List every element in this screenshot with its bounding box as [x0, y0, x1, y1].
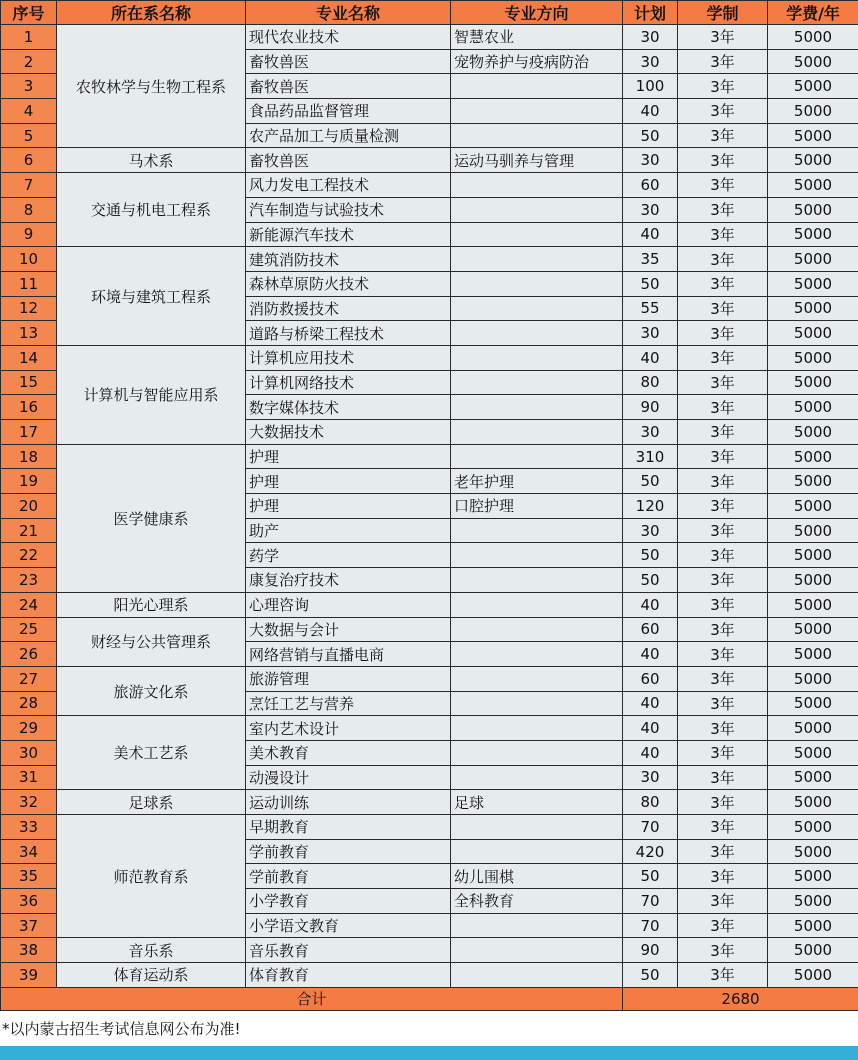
row-major: 计算机应用技术 [246, 345, 451, 370]
row-direction: 智慧农业 [451, 25, 623, 50]
header-direction: 专业方向 [451, 1, 623, 25]
row-plan: 310 [623, 444, 678, 469]
row-seq: 35 [1, 864, 57, 889]
row-department: 旅游文化系 [57, 666, 246, 715]
row-plan: 35 [623, 247, 678, 272]
row-major: 体育教育 [246, 963, 451, 988]
row-major: 音乐教育 [246, 938, 451, 963]
row-plan: 70 [623, 815, 678, 840]
row-seq: 15 [1, 370, 57, 395]
header-fee: 学费/年 [768, 1, 858, 25]
row-major: 运动训练 [246, 790, 451, 815]
row-direction [451, 296, 623, 321]
row-seq: 4 [1, 99, 57, 124]
row-direction [451, 395, 623, 420]
row-fee: 5000 [768, 469, 858, 494]
row-major: 消防救援技术 [246, 296, 451, 321]
table-row [1, 815, 858, 840]
row-major: 护理 [246, 469, 451, 494]
row-direction [451, 197, 623, 222]
row-seq: 3 [1, 74, 57, 99]
row-major: 心理咨询 [246, 592, 451, 617]
row-major: 汽车制造与试验技术 [246, 197, 451, 222]
row-seq: 16 [1, 395, 57, 420]
row-seq: 19 [1, 469, 57, 494]
row-major: 护理 [246, 494, 451, 519]
row-fee: 5000 [768, 740, 858, 765]
row-seq: 1 [1, 25, 57, 50]
row-duration: 3年 [678, 963, 768, 988]
row-plan: 90 [623, 938, 678, 963]
row-plan: 120 [623, 494, 678, 519]
row-plan: 80 [623, 790, 678, 815]
row-duration: 3年 [678, 296, 768, 321]
row-duration: 3年 [678, 790, 768, 815]
row-direction [451, 716, 623, 741]
row-fee: 5000 [768, 963, 858, 988]
row-fee: 5000 [768, 592, 858, 617]
row-duration: 3年 [678, 765, 768, 790]
row-seq: 2 [1, 49, 57, 74]
row-fee: 5000 [768, 148, 858, 173]
row-department: 音乐系 [57, 938, 246, 963]
row-major: 动漫设计 [246, 765, 451, 790]
row-department: 财经与公共管理系 [57, 617, 246, 666]
header-major: 专业名称 [246, 1, 451, 25]
table-row [1, 444, 858, 469]
row-direction [451, 815, 623, 840]
row-plan: 30 [623, 197, 678, 222]
row-direction [451, 321, 623, 346]
row-fee: 5000 [768, 99, 858, 124]
row-seq: 11 [1, 271, 57, 296]
row-fee: 5000 [768, 370, 858, 395]
row-duration: 3年 [678, 370, 768, 395]
row-duration: 3年 [678, 716, 768, 741]
row-department: 交通与机电工程系 [57, 173, 246, 247]
row-department: 农牧林学与生物工程系 [57, 25, 246, 148]
row-major: 室内艺术设计 [246, 716, 451, 741]
row-direction [451, 543, 623, 568]
row-fee: 5000 [768, 123, 858, 148]
header-plan: 计划 [623, 1, 678, 25]
row-direction [451, 345, 623, 370]
row-major: 畜牧兽医 [246, 74, 451, 99]
row-major: 畜牧兽医 [246, 49, 451, 74]
row-duration: 3年 [678, 444, 768, 469]
row-seq: 24 [1, 592, 57, 617]
row-major: 烹饪工艺与营养 [246, 691, 451, 716]
row-duration: 3年 [678, 74, 768, 99]
row-department: 足球系 [57, 790, 246, 815]
header-seq: 序号 [1, 1, 57, 25]
row-duration: 3年 [678, 395, 768, 420]
row-seq: 28 [1, 691, 57, 716]
row-duration: 3年 [678, 222, 768, 247]
row-duration: 3年 [678, 173, 768, 198]
row-fee: 5000 [768, 420, 858, 445]
row-plan: 60 [623, 617, 678, 642]
row-duration: 3年 [678, 543, 768, 568]
row-seq: 36 [1, 889, 57, 914]
row-seq: 6 [1, 148, 57, 173]
row-major: 旅游管理 [246, 666, 451, 691]
row-direction [451, 938, 623, 963]
row-direction [451, 123, 623, 148]
row-direction [451, 420, 623, 445]
row-duration: 3年 [678, 420, 768, 445]
row-major: 小学语文教育 [246, 913, 451, 938]
row-fee: 5000 [768, 864, 858, 889]
row-duration: 3年 [678, 913, 768, 938]
row-major: 新能源汽车技术 [246, 222, 451, 247]
row-seq: 7 [1, 173, 57, 198]
row-seq: 22 [1, 543, 57, 568]
row-major: 学前教育 [246, 864, 451, 889]
row-fee: 5000 [768, 49, 858, 74]
row-direction [451, 839, 623, 864]
header-dept: 所在系名称 [57, 1, 246, 25]
row-fee: 5000 [768, 222, 858, 247]
row-fee: 5000 [768, 938, 858, 963]
table-row [1, 592, 858, 617]
row-direction [451, 913, 623, 938]
row-duration: 3年 [678, 99, 768, 124]
row-plan: 40 [623, 691, 678, 716]
row-duration: 3年 [678, 321, 768, 346]
row-plan: 80 [623, 370, 678, 395]
row-department: 医学健康系 [57, 444, 246, 592]
table-body [1, 25, 858, 988]
row-duration: 3年 [678, 148, 768, 173]
row-plan: 30 [623, 518, 678, 543]
row-duration: 3年 [678, 889, 768, 914]
row-fee: 5000 [768, 543, 858, 568]
row-seq: 38 [1, 938, 57, 963]
row-major: 大数据技术 [246, 420, 451, 445]
row-plan: 100 [623, 74, 678, 99]
row-duration: 3年 [678, 518, 768, 543]
row-duration: 3年 [678, 197, 768, 222]
row-fee: 5000 [768, 74, 858, 99]
row-department: 环境与建筑工程系 [57, 247, 246, 346]
table-row [1, 247, 858, 272]
row-fee: 5000 [768, 790, 858, 815]
table-row [1, 345, 858, 370]
row-duration: 3年 [678, 49, 768, 74]
row-seq: 30 [1, 740, 57, 765]
row-plan: 420 [623, 839, 678, 864]
row-plan: 40 [623, 99, 678, 124]
row-seq: 18 [1, 444, 57, 469]
row-direction [451, 568, 623, 593]
footnote: *以内蒙古招生考试信息网公布为准! [2, 1020, 241, 1038]
row-fee: 5000 [768, 913, 858, 938]
header-row [1, 1, 858, 25]
row-duration: 3年 [678, 815, 768, 840]
row-direction: 幼儿围棋 [451, 864, 623, 889]
row-direction [451, 765, 623, 790]
table-row [1, 148, 858, 173]
row-fee: 5000 [768, 247, 858, 272]
total-value: 2680 [623, 987, 858, 1010]
row-direction [451, 691, 623, 716]
row-plan: 90 [623, 395, 678, 420]
row-direction: 口腔护理 [451, 494, 623, 519]
row-major: 学前教育 [246, 839, 451, 864]
row-duration: 3年 [678, 25, 768, 50]
table-row [1, 790, 858, 815]
row-plan: 50 [623, 123, 678, 148]
row-plan: 60 [623, 666, 678, 691]
row-direction [451, 74, 623, 99]
row-plan: 70 [623, 889, 678, 914]
row-duration: 3年 [678, 271, 768, 296]
row-fee: 5000 [768, 839, 858, 864]
row-plan: 70 [623, 913, 678, 938]
row-fee: 5000 [768, 617, 858, 642]
row-plan: 30 [623, 148, 678, 173]
row-major: 食品药品监督管理 [246, 99, 451, 124]
table-row [1, 666, 858, 691]
row-fee: 5000 [768, 765, 858, 790]
row-plan: 30 [623, 25, 678, 50]
row-fee: 5000 [768, 321, 858, 346]
row-plan: 40 [623, 740, 678, 765]
row-fee: 5000 [768, 271, 858, 296]
row-seq: 17 [1, 420, 57, 445]
row-direction: 宠物养护与疫病防治 [451, 49, 623, 74]
row-direction [451, 370, 623, 395]
row-fee: 5000 [768, 518, 858, 543]
row-fee: 5000 [768, 395, 858, 420]
row-major: 森林草原防火技术 [246, 271, 451, 296]
row-seq: 9 [1, 222, 57, 247]
row-direction [451, 99, 623, 124]
row-direction [451, 963, 623, 988]
row-fee: 5000 [768, 889, 858, 914]
row-seq: 26 [1, 642, 57, 667]
row-direction [451, 740, 623, 765]
row-duration: 3年 [678, 864, 768, 889]
row-seq: 21 [1, 518, 57, 543]
row-duration: 3年 [678, 345, 768, 370]
row-direction [451, 222, 623, 247]
row-fee: 5000 [768, 494, 858, 519]
row-fee: 5000 [768, 25, 858, 50]
total-label: 合计 [1, 987, 623, 1010]
row-major: 药学 [246, 543, 451, 568]
row-direction [451, 592, 623, 617]
row-seq: 14 [1, 345, 57, 370]
row-seq: 37 [1, 913, 57, 938]
row-direction [451, 666, 623, 691]
row-duration: 3年 [678, 938, 768, 963]
row-major: 风力发电工程技术 [246, 173, 451, 198]
row-duration: 3年 [678, 247, 768, 272]
row-major: 康复治疗技术 [246, 568, 451, 593]
row-major: 现代农业技术 [246, 25, 451, 50]
row-department: 阳光心理系 [57, 592, 246, 617]
row-duration: 3年 [678, 568, 768, 593]
row-fee: 5000 [768, 568, 858, 593]
row-department: 美术工艺系 [57, 716, 246, 790]
row-direction [451, 247, 623, 272]
row-major: 助产 [246, 518, 451, 543]
row-plan: 30 [623, 321, 678, 346]
row-seq: 31 [1, 765, 57, 790]
row-fee: 5000 [768, 691, 858, 716]
row-direction [451, 173, 623, 198]
row-major: 数字媒体技术 [246, 395, 451, 420]
row-seq: 32 [1, 790, 57, 815]
row-direction [451, 642, 623, 667]
row-plan: 50 [623, 864, 678, 889]
row-major: 美术教育 [246, 740, 451, 765]
row-department: 师范教育系 [57, 815, 246, 938]
row-plan: 30 [623, 49, 678, 74]
table-row [1, 25, 858, 50]
row-plan: 55 [623, 296, 678, 321]
row-duration: 3年 [678, 123, 768, 148]
row-direction: 足球 [451, 790, 623, 815]
row-duration: 3年 [678, 740, 768, 765]
row-fee: 5000 [768, 345, 858, 370]
row-major: 小学教育 [246, 889, 451, 914]
row-duration: 3年 [678, 617, 768, 642]
row-plan: 50 [623, 469, 678, 494]
row-seq: 34 [1, 839, 57, 864]
row-seq: 10 [1, 247, 57, 272]
row-major: 农产品加工与质量检测 [246, 123, 451, 148]
row-fee: 5000 [768, 296, 858, 321]
row-plan: 30 [623, 765, 678, 790]
row-seq: 23 [1, 568, 57, 593]
row-fee: 5000 [768, 716, 858, 741]
row-duration: 3年 [678, 691, 768, 716]
row-direction: 运动马驯养与管理 [451, 148, 623, 173]
row-plan: 50 [623, 568, 678, 593]
row-department: 体育运动系 [57, 963, 246, 988]
row-duration: 3年 [678, 666, 768, 691]
table-row [1, 716, 858, 741]
row-department: 马术系 [57, 148, 246, 173]
row-direction [451, 444, 623, 469]
row-direction: 老年护理 [451, 469, 623, 494]
row-plan: 50 [623, 963, 678, 988]
row-major: 计算机网络技术 [246, 370, 451, 395]
row-direction [451, 518, 623, 543]
row-plan: 30 [623, 420, 678, 445]
row-direction: 全科教育 [451, 889, 623, 914]
row-plan: 50 [623, 543, 678, 568]
row-duration: 3年 [678, 592, 768, 617]
row-plan: 40 [623, 592, 678, 617]
row-fee: 5000 [768, 815, 858, 840]
row-plan: 40 [623, 222, 678, 247]
bottom-accent-bar [0, 1046, 858, 1060]
row-seq: 20 [1, 494, 57, 519]
row-major: 畜牧兽医 [246, 148, 451, 173]
row-fee: 5000 [768, 197, 858, 222]
row-seq: 33 [1, 815, 57, 840]
row-seq: 12 [1, 296, 57, 321]
table-row [1, 173, 858, 198]
row-major: 道路与桥梁工程技术 [246, 321, 451, 346]
row-major: 护理 [246, 444, 451, 469]
row-fee: 5000 [768, 666, 858, 691]
row-major: 早期教育 [246, 815, 451, 840]
row-direction [451, 617, 623, 642]
row-seq: 27 [1, 666, 57, 691]
row-major: 网络营销与直播电商 [246, 642, 451, 667]
row-department: 计算机与智能应用系 [57, 345, 246, 444]
row-seq: 29 [1, 716, 57, 741]
header-duration: 学制 [678, 1, 768, 25]
row-seq: 5 [1, 123, 57, 148]
row-fee: 5000 [768, 642, 858, 667]
row-seq: 39 [1, 963, 57, 988]
row-plan: 60 [623, 173, 678, 198]
row-direction [451, 271, 623, 296]
table-row [1, 938, 858, 963]
row-seq: 25 [1, 617, 57, 642]
row-seq: 8 [1, 197, 57, 222]
row-fee: 5000 [768, 444, 858, 469]
row-duration: 3年 [678, 469, 768, 494]
total-row [1, 987, 858, 1010]
table-row [1, 963, 858, 988]
row-major: 建筑消防技术 [246, 247, 451, 272]
row-plan: 40 [623, 716, 678, 741]
row-seq: 13 [1, 321, 57, 346]
row-plan: 40 [623, 642, 678, 667]
row-plan: 40 [623, 345, 678, 370]
row-plan: 50 [623, 271, 678, 296]
row-duration: 3年 [678, 642, 768, 667]
row-duration: 3年 [678, 494, 768, 519]
row-major: 大数据与会计 [246, 617, 451, 642]
row-fee: 5000 [768, 173, 858, 198]
row-duration: 3年 [678, 839, 768, 864]
table-row [1, 617, 858, 642]
